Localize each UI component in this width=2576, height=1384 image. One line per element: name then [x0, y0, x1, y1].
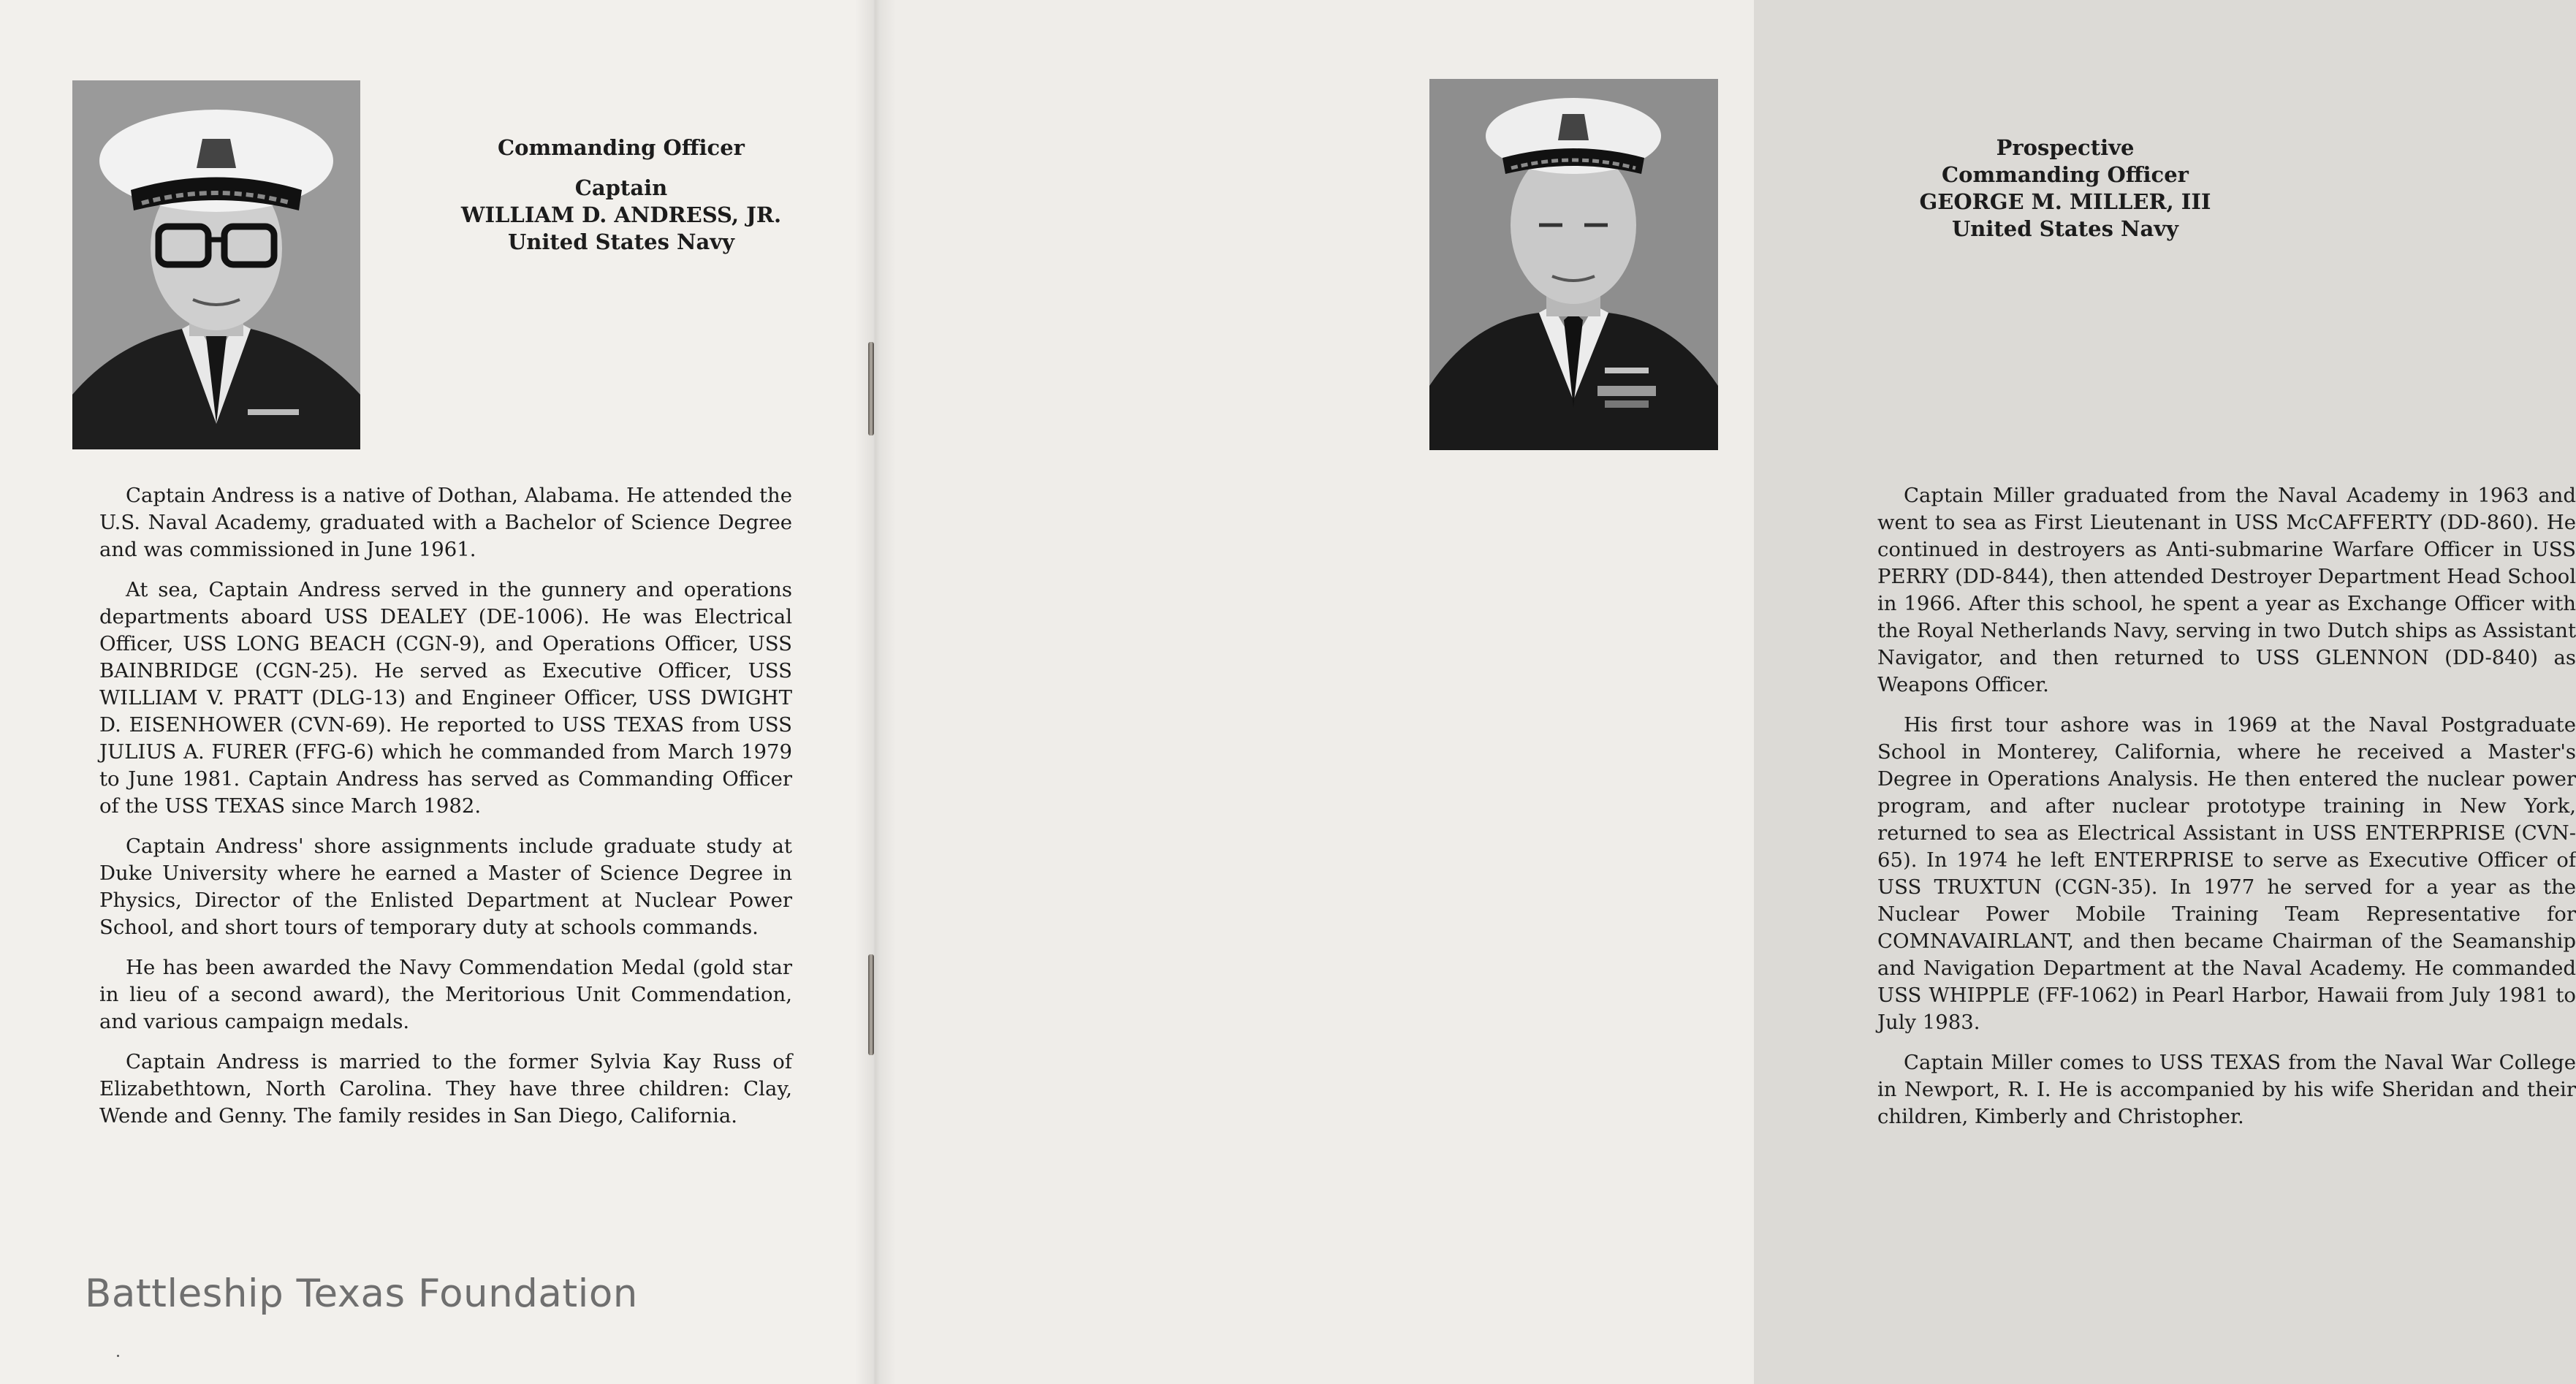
- miller-biography: [1877, 482, 2576, 1144]
- service-branch: United States Navy: [1951, 216, 2178, 241]
- staple: [868, 954, 874, 1055]
- commanding-officer-photo: [72, 80, 360, 449]
- commanding-officer-heading: [387, 134, 855, 256]
- foundation-watermark: Battleship Texas Foundation: [85, 1271, 638, 1316]
- portrait-officer-icon: [1429, 79, 1718, 450]
- staple: [868, 342, 874, 436]
- bio-paragraph: Captain Miller graduated from the Naval Academy in 1963 and went to sea as First Lieutenant in USS McCAFFERTY (DD-860). He continued in destroyers as Anti-submarine Warfare Officer in USS PERRY (DD-844), then attended Destroyer Department Head School in 1966. After this school, he spent a year as Exchange Officer with the Royal Netherlands Navy, serving in two Dutch ships as Assistant Navigator, and then returned to USS GLENNON (DD-840) as Weapons Officer.: [1877, 484, 2576, 696]
- bio-paragraph: Captain Miller comes to USS TEXAS from the Naval War College in Newport, R. I. He is accompanied by his wife Sheridan and their children, Kimberly and Christopher.: [1877, 1051, 2576, 1128]
- bio-paragraph: His first tour ashore was in 1969 at the Naval Postgraduate School in Monterey, California, where he received a Master's Degree in Operations Analysis. He then entered the nuclear power program, and after nuclear prototype training in New York, returned to sea as Electrical Assistant in USS ENTERPRISE (CVN-65). In 1974 he left ENTERPRISE to serve as Executive Officer of USS TRUXTUN (CGN-35). In 1977 he served for a year as the Nuclear Power Mobile Training Team Representative for COMNAVAIRLANT, and then became Chairman of the Seamanship and Navigation Department at the Naval Academy. He commanded USS WHIPPLE (FF-1062) in Pearl Harbor, Hawaii from July 1981 to July 1983.: [1877, 713, 2576, 1034]
- andress-biography: [99, 482, 792, 1143]
- bio-paragraph: Captain Andress is a native of Dothan, Alabama. He attended the U.S. Naval Academy, graduated with a Bachelor of Science Degree and was commissioned in June 1961.: [99, 484, 792, 561]
- role-title-line2: Commanding Officer: [1942, 162, 2189, 187]
- prospective-officer-heading: [1853, 134, 2277, 243]
- officer-name: GEORGE M. MILLER, III: [1919, 189, 2211, 214]
- role-title-line1: Prospective: [1996, 135, 2135, 160]
- portrait-glasses-icon: [72, 80, 360, 449]
- print-speck: [117, 1355, 119, 1357]
- bio-paragraph: He has been awarded the Navy Commendation Medal (gold star in lieu of a second award), the Meritorious Unit Commendation, and various campaign medals.: [99, 956, 792, 1033]
- bio-paragraph: Captain Andress is married to the former Sylvia Kay Russ of Elizabethtown, North Carolina. They have three children: Clay, Wende and Genny. The family resides in San Diego, California.: [99, 1050, 792, 1128]
- book-gutter: [855, 0, 896, 1384]
- role-title: Commanding Officer: [498, 135, 745, 160]
- rank: Captain: [574, 175, 668, 200]
- prospective-officer-photo: [1429, 79, 1718, 450]
- bio-paragraph: At sea, Captain Andress served in the gunnery and operations departments aboard USS DEALEY (DE-1006). He was Electrical Officer, USS LONG BEACH (CGN-9), and Operations Officer, USS BAINBRIDGE (CGN-25). He served as Executive Officer, USS WILLIAM V. PRATT (DLG-13) and Engineer Officer, USS DWIGHT D. EISENHOWER (CVN-69). He reported to USS TEXAS from USS JULIUS A. FURER (FFG-6) which he commanded from March 1979 to June 1981. Captain Andress has served as Commanding Officer of the USS TEXAS since March 1982.: [99, 578, 792, 818]
- left-page: [0, 0, 874, 1384]
- service-branch: United States Navy: [507, 229, 734, 254]
- bio-paragraph: Captain Andress' shore assignments include graduate study at Duke University where he earned a Master of Science Degree in Physics, Director of the Enlisted Department at Nuclear Power School, and short tours of temporary duty at schools commands.: [99, 834, 792, 939]
- officer-name: WILLIAM D. ANDRESS, JR.: [460, 202, 782, 227]
